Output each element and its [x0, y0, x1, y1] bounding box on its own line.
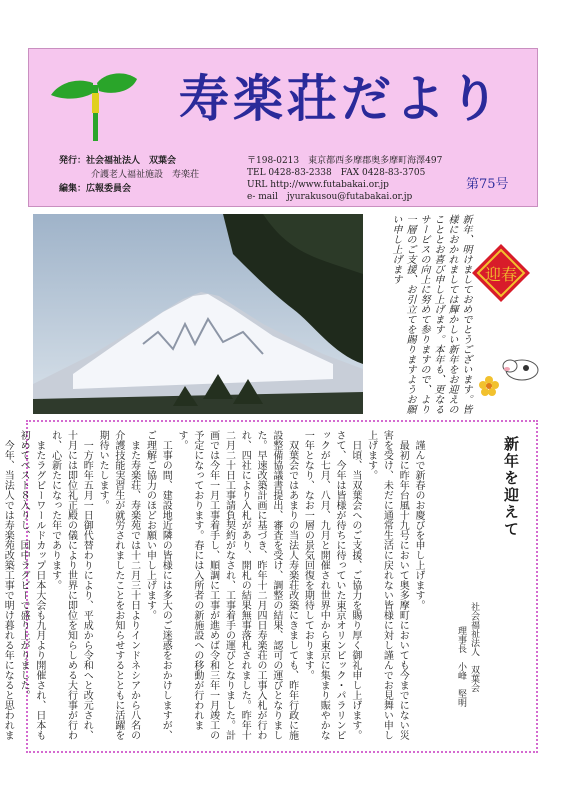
- publisher-label: 発行：: [59, 156, 87, 166]
- newsletter-title: 寿楽荘だより: [179, 69, 503, 128]
- article-paragraph: 双葉会ではあまりの当法人寿楽荘改築にきましても、昨年行政に施設整備協議書提出、審査を受け、調整の結果、認可の運びとなりました。早速改築計画に基づき、昨年十二月四日寿楽荘の工事入札が行われ、四社により入札があり、開札の結果無事落札されました。昨年十二月二十日工事請負契約がなされ、工事着手の運びとなりました。計画では今年一月工事着手し、順調に工事が進めば令和三年一月竣工の予定になっております。春には入所者の新施設への移動が行われます。: [176, 430, 298, 740]
- editor-label: 編集：: [59, 184, 87, 194]
- facility-name: 介護老人福祉施設 寿楽荘: [91, 170, 200, 180]
- article-paragraph: 日頃、当双葉会へのご支援、ご協力を賜り厚く御礼申し上げます。さて、今年は皆様が待ちに待っていた東京オリンピック・パラリンピックが七月、八月、九月と開催され世界中から東京に集まり賑やかな一年となり、なお一層の景気回復を期待しております。: [302, 430, 361, 740]
- publisher: [59, 155, 176, 168]
- article-paragraph: 今年、当法人では寿楽苑改築工事で明け暮れる年になると思われま: [2, 440, 14, 740]
- phone-fax: TEL 0428-83-2338 FAX 0428-83-3705: [247, 168, 426, 178]
- futabakai-logo-icon: [49, 69, 139, 141]
- badge-text: 迎春: [484, 265, 518, 284]
- signature-role: 理事長 小峰 堅明: [456, 626, 466, 707]
- geishun-badge-icon: [470, 242, 532, 304]
- article-title: 新年を迎えて: [502, 436, 520, 538]
- article-paragraph: 最初に昨年台風十九号において奥多摩町においても今までにない災害を受け、未だに通常生活に戻れない皆様に対し謹んでお見舞い申し上げます。: [365, 430, 409, 740]
- issue-number: 第75号: [466, 177, 509, 192]
- signature-org: 社会福祉法人 双葉会: [469, 602, 479, 692]
- article-paragraph: また寿楽荘、寿楽苑では十二月三十日よりインドネシアから八名の介護技能実習生が就労されましたことをお知らせするとともに活躍を期待いたします。: [97, 430, 140, 740]
- email-address: e- mail jyurakusou@futabakai.or.jp: [247, 192, 413, 202]
- new-year-greeting: 新年、明けましておめでとうございます。皆様におかれましては輝かしい新年をお迎えのこととお喜び申し上げます。本年も、更なるサービスの向上に努めて参りますので、より一層のご支援、お引立てを賜りますようお願い申し上げます: [390, 214, 471, 414]
- ox-illustration-icon: [500, 352, 540, 382]
- article-paragraph: 謹んで新春のお慶びを申し上げます。: [413, 440, 424, 610]
- article-paragraph: 工事の間、建設地近隣の皆様には多大のご迷惑をおかけしますが、ご理解ご協力のほどお願い申し上げます。: [144, 430, 172, 740]
- article-paragraph: 一方昨年五月一日御代替わりにより、平成から令和へと改元され、十月には即位礼正殿の儀により世界に即位を知らしめる大行事が行われ、心新たになった年であります。: [49, 430, 93, 740]
- address: 〒198-0213 東京都西多摩郡奥多摩町海澤497: [247, 156, 443, 166]
- editor: [59, 183, 131, 196]
- new-year-article: [2, 420, 538, 753]
- article-signature: [454, 602, 480, 742]
- publisher-name: 社会福祉法人 双葉会: [86, 156, 177, 166]
- website-url: URL http://www.futabakai.or.jp: [247, 180, 389, 190]
- plum-blossom-icon: [478, 375, 500, 397]
- article-paragraph: またラグビーワールドカップ日本大会も九月より開催され、日本も初めてベスト８入りし、国中ラグビーで盛り上がりました。: [18, 430, 45, 740]
- article-body: [2, 430, 426, 745]
- editor-name: 広報委員会: [86, 184, 132, 194]
- mount-fuji-photo: [33, 214, 363, 414]
- masthead: [28, 48, 538, 207]
